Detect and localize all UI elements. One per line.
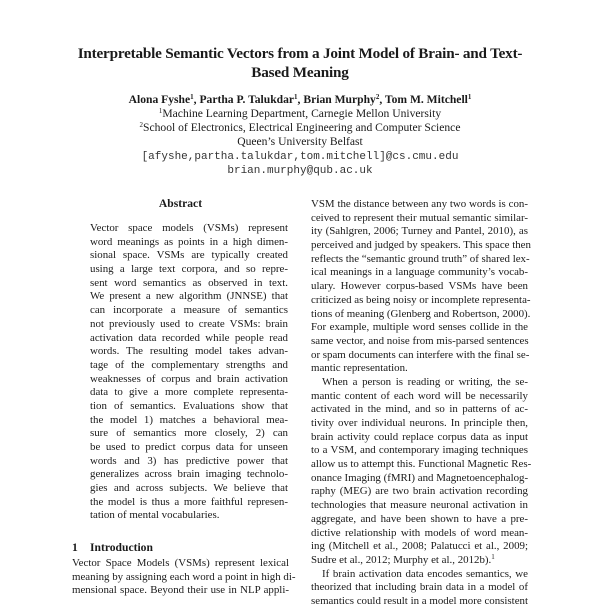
text-line: ceived to represent their mutual semantic similar- [311,211,528,224]
text-line: word meanings as points in a high dimen- [90,235,288,248]
text-line: sure of semantics more closely, 2) can [90,427,288,440]
affiliation-mark: 1 [158,107,163,115]
text-line: sional space. VSMs are typically created [90,249,288,262]
text-line: If brain activation data encodes semantics, we [322,567,528,580]
author-name: Brian Murphy [303,93,376,106]
abstract-heading: Abstract [158,197,203,210]
text-line: activation data recorded while people read [90,331,288,344]
text-line: or spam documents can interfere with the final se- [311,348,530,361]
text-line: onance Imaging (fMRI) and Magnetoencephalog- [311,471,529,484]
email-line: [afyshe,partha.talukdar,tom.mitchell]@cs.cmu.edu [141,151,459,163]
text-line: When a person is reading or writing, the se- [322,375,528,388]
text-line: Vector space models (VSMs) represent [90,222,288,234]
text-line: activated in the mind, and so in patterns of ac- [311,403,528,416]
text-line: ulary. However corpus-based VSMs have been [311,280,528,293]
text-line: criticized as being noisy or incomplete representa- [311,293,531,306]
text-line: same vector, and noise from mis-parsed sentences [311,334,529,347]
text-line: Vector Space Models (VSMs) represent lexical [72,557,289,569]
affiliation-text: Queen’s University Belfast [237,135,363,148]
text-line: the model 1) matches a behavioral mea- [90,413,288,426]
text-line: technologies that measure neuronal activation in [311,499,528,512]
text-line: data to give a more complete representa- [90,386,288,399]
text-line: weaknesses of corpus and brain activation [90,372,288,385]
text-line: We present a new algorithm (JNNSE) that [90,290,288,303]
affiliation-mark: 1 [294,93,298,101]
text-line: not previously used to create VSMs: brain [90,317,288,330]
author-name: Alona Fyshe [128,93,191,106]
text-line: tivity over individual neurons. In principle then, [311,417,528,429]
section-number: 1 [72,541,78,554]
text-line: using a large text corpora, and so repre- [90,263,288,276]
text-line: the model is thus a more faithful represen- [90,495,288,508]
section-heading [72,541,153,554]
text-line: For example, multiple word senses collide in the [311,321,528,334]
text-line: gies and across subjects. We believe that [90,482,288,495]
text-line: semantics could result in a model more consistent [311,594,528,607]
title-line-1: Interpretable Semantic Vectors from a Joint Model of Brain- and Text- [77,45,523,62]
text-line: raphy (MEG) are two brain activation recording [311,485,528,498]
text-line: sent word semantics as observed in text. [90,276,288,289]
text-line: ing (Mitchell et al., 2008; Palatucci et al., 2009; [311,540,528,553]
text-line: allow us to attempt this. Functional Magnetic Res- [311,458,532,471]
text-line: tation of mental vocabularies. [90,509,220,522]
text-line: tage of the complementary strengths and [90,358,288,371]
text-line: meaning by assigning each word a point in high di- [72,570,296,583]
affiliation-mark: 1 [467,93,472,101]
right-column-body [311,198,532,609]
email-line: brian.murphy@qub.ac.uk [227,165,373,177]
section-title: Introduction [90,541,153,554]
affiliation-mark: 2 [139,121,144,129]
text-line: reflects the “semantic ground truth” of shared lex- [311,252,530,265]
text-line: ical meanings in a language community’s vocab- [311,266,528,279]
text-line: mantic representation. [311,362,408,375]
abstract-body [90,222,288,523]
text-line: Sudre et al., 2012; Murphy et al., 2012b).$^1$ [311,552,495,566]
text-line: mantic content of each word will be necessarily [311,389,528,402]
introduction-body [72,557,296,598]
affiliation-mark: 1 [190,93,194,101]
text-line: mensional space. Beyond their use in NLP appli- [72,584,289,597]
text-line: brain activity could replace corpus data as input [311,430,528,443]
text-line: dictive relationship with models of word mean- [311,526,528,539]
affiliation-text: School of Electronics, Electrical Engineering and Computer Science [143,121,461,134]
affiliation-mark: 2 [375,93,380,101]
affiliation-line [60,107,540,121]
text-line: words. The resulting model takes advan- [90,345,288,358]
text-line: words and 3) has predictive power that [90,454,288,467]
text-line: to a VSM, and contemporary imaging techniques [311,444,528,457]
paper-title [60,44,540,82]
text-line: be used to predict corpus data for unseen [90,441,288,453]
author-list: Alona Fyshe$^1$, Partha P. Talukdar$^1$, Brian Murphy$^2$, Tom M. Mitchell$^1$ [128,93,472,106]
text-line: VSM the distance between any two words is con- [311,198,528,210]
author-name: Partha P. Talukdar [199,93,295,106]
title-line-2: Based Meaning [251,64,349,81]
text-line: theorized that including brain data in a model of [311,581,528,594]
text-line: ity (Sahlgren, 2006; Turney and Pantel, 2010), as [311,225,528,238]
text-line: can incorporate a measure of semantics [90,304,288,317]
text-line: aggregate, and have been shown to have a pre- [311,512,528,525]
affiliation-line [60,121,540,135]
text-line: tion of semantics. Evaluations show that [90,399,288,412]
text-line: tions of meaning (Glenberg and Robertson, 2000). [311,307,531,320]
affiliation-text: Machine Learning Department, Carnegie Mellon University [162,107,442,120]
footnote-mark: 1 [491,552,495,561]
text-line: generalizes across brain imaging technolo- [90,468,288,481]
text-line: perceived and judged by speakers. This space then [311,239,531,252]
author-name: Tom M. Mitchell [384,93,468,106]
affiliation-line [60,135,540,149]
